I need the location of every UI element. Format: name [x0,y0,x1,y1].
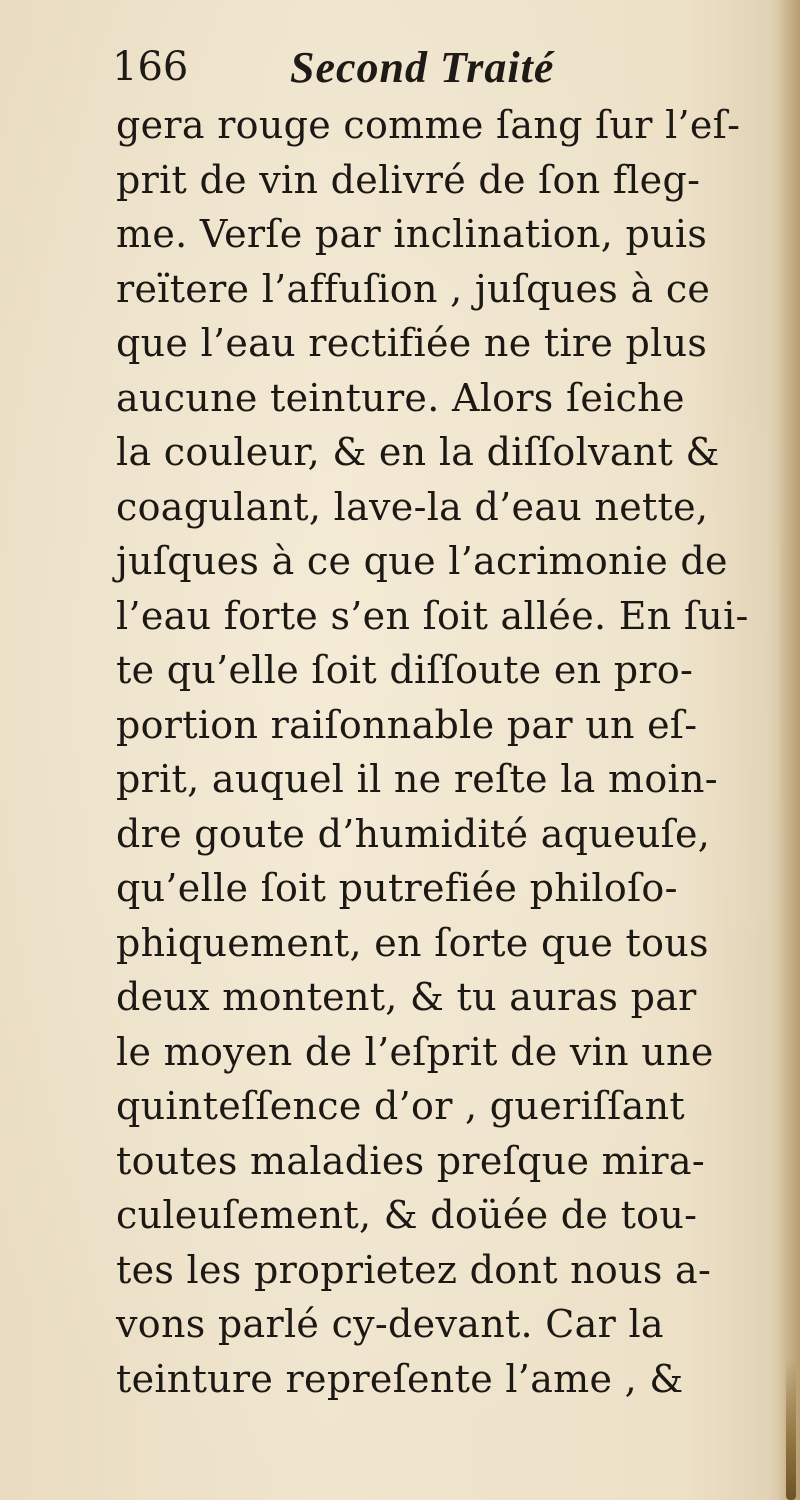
text-line: aucune teinture. Alors ſeiche [116,375,685,420]
text-line: prit de vin delivré de ſon fleg- [116,157,701,202]
running-head: Second Traité [290,43,555,92]
body-text [116,98,776,1406]
page-gutter-edge [778,0,800,1500]
text-line: qu’elle ſoit putrefiée philoſo- [116,866,678,910]
text-line: la couleur, & en la diſſolvant & [116,430,720,474]
text-line: le moyen de l’eſprit de vin une [116,1029,714,1074]
page-header [112,36,672,96]
text-line: dre goute d’humidité aqueuſe, [116,811,711,856]
text-line: quinteſſence d’or , gueriſſant [116,1084,685,1128]
text-line: prit, auquel il ne reſte la moin- [116,757,718,801]
text-line: coagulant, lave-la d’eau nette, [116,484,709,529]
text-line: juſques à ce que l’acrimonie de [116,539,728,583]
text-line: te qu’elle ſoit diſſoute en pro- [116,648,694,692]
text-line: gera rouge comme ſang ſur l’eſ- [116,103,741,147]
text-line: reïtere l’affuſion , juſques à ce [116,266,711,311]
text-line: vons parlé cy-devant. Car la [116,1302,664,1346]
text-line: teinture repreſente l’ame , & [116,1356,684,1401]
page-corner-stain [786,1360,796,1500]
text-line: me. Verſe par inclination, puis [116,212,708,256]
text-line: tes les proprietez dont nous a- [116,1247,712,1292]
text-line: deux montent, & tu auras par [116,975,697,1019]
text-line: portion raiſonnable par un eſ- [116,702,698,747]
text-line: toutes maladies preſque mira- [116,1138,705,1183]
page-number: 166 [112,44,189,90]
text-line: que l’eau rectifiée ne tire plus [116,321,708,365]
text-line: l’eau forte s’en ſoit allée. En ſui- [116,593,749,638]
text-line: phiquement, en ſorte que tous [116,920,709,965]
text-line: culeuſement, & doüée de tou- [116,1193,698,1237]
